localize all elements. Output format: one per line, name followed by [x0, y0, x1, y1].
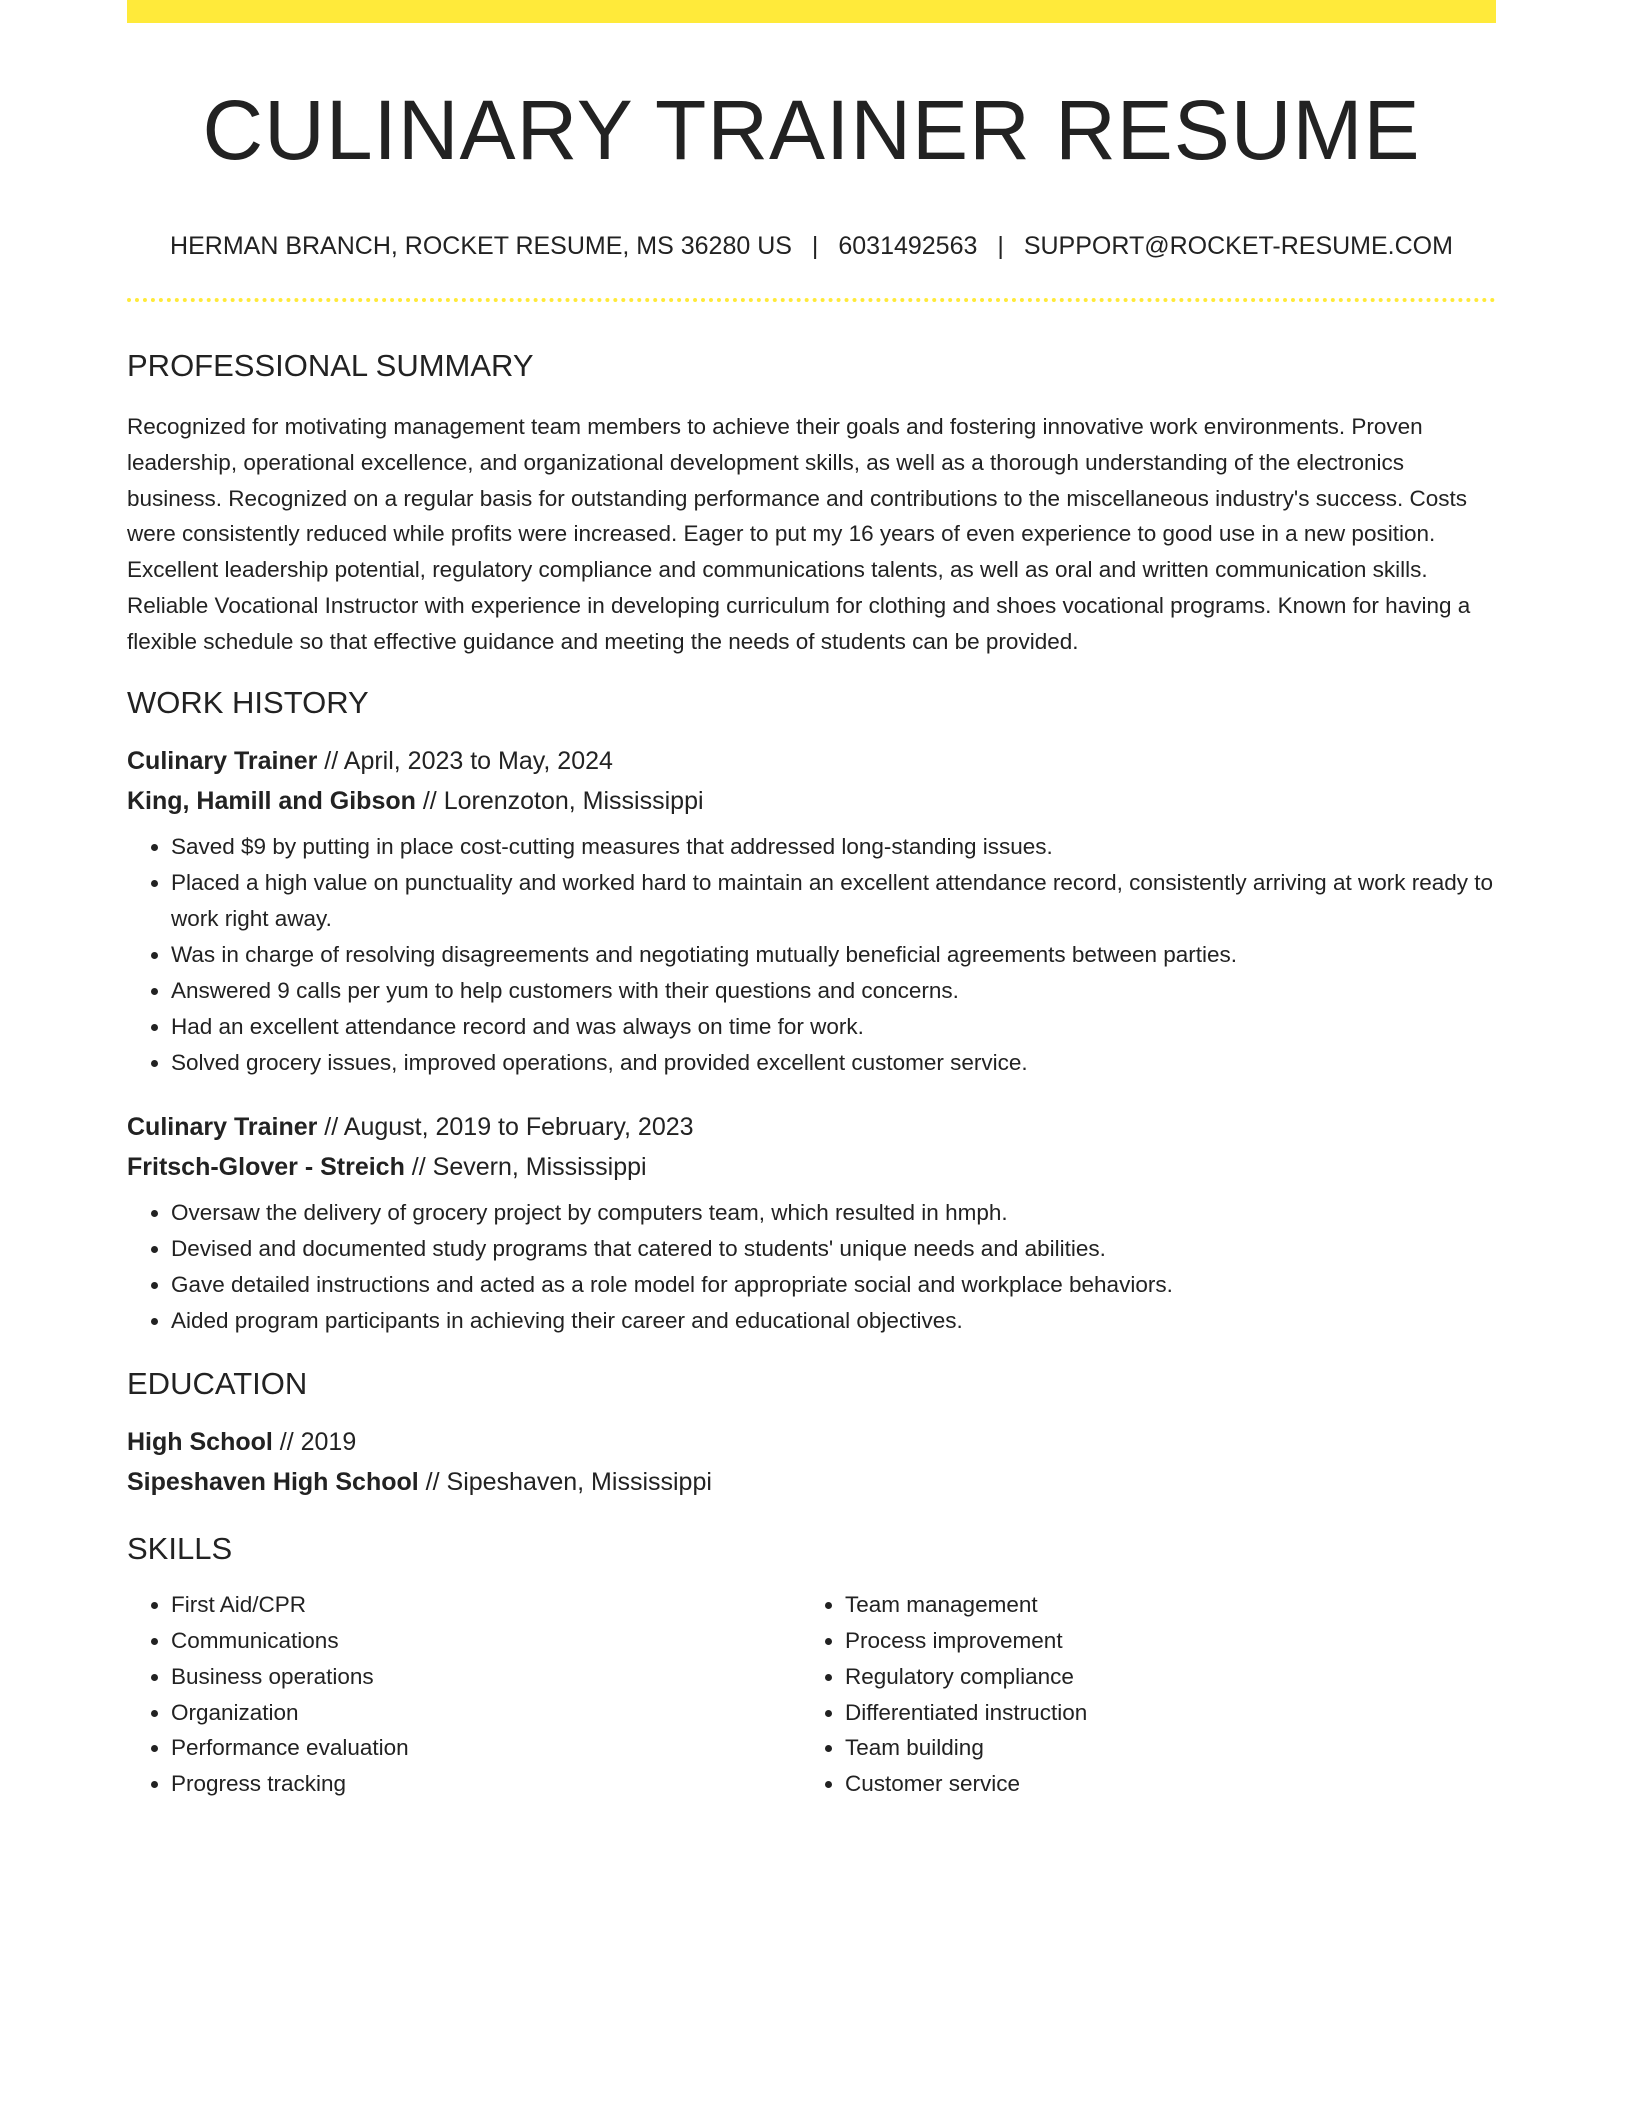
skill-item: • Regulatory compliance [845, 1659, 1475, 1695]
job-title: Culinary Trainer [127, 746, 318, 775]
education-school-line [127, 1462, 1496, 1502]
job-bullet: • Saved $9 by putting in place cost-cutting measures that addressed long-standing issues. [171, 829, 1496, 865]
job-dates: // April, 2023 to May, 2024 [317, 746, 613, 775]
contact-address: HERMAN BRANCH, ROCKET RESUME, MS 36280 US [170, 231, 792, 260]
job-bullet: • Oversaw the delivery of grocery project by computers team, which resulted in hmph. [171, 1195, 1496, 1231]
company-name: Fritsch-Glover - Streich [127, 1152, 405, 1181]
contact-phone: 6031492563 [838, 231, 978, 260]
education-year: // 2019 [272, 1427, 357, 1456]
contact-separator: | [811, 231, 819, 260]
contact-separator: | [997, 231, 1004, 260]
company-location: // Lorenzoton, Mississippi [415, 786, 704, 815]
job-title-line [127, 741, 1496, 781]
summary-text: Recognized for motivating management team members to achieve their goals and fostering innovative work environments. Proven leadership, operational excellence, and organizational development skills, as well as a thorough understanding of the electronics business. Recognized on a regular basis for outstanding performance and contributions to the miscellaneous industry's success. Costs were consistently reduced while profits were increased. Eager to put my 16 years of even experience to good use in a new position. Excellent leadership potential, regulatory compliance and communications talents, as well as oral and written communication skills. Reliable Vocational Instructor with experience in developing curriculum for clothing and shoes vocational programs. Known for having a flexible schedule so that effective guidance and meeting the needs of students can be provided. [127, 413, 1471, 654]
skills-heading: SKILLS [127, 1530, 233, 1566]
education-degree: High School [127, 1427, 273, 1456]
job-bullets [127, 1195, 1496, 1339]
education-heading: EDUCATION [127, 1365, 308, 1401]
job-title: Culinary Trainer [127, 1112, 318, 1141]
job-bullet: • Devised and documented study programs that catered to students' unique needs and abilities. [171, 1231, 1496, 1267]
top-accent-bar [127, 0, 1496, 23]
job-entry [127, 1107, 1496, 1339]
job-bullet: • Gave detailed instructions and acted as a role model for appropriate social and workplace behaviors. [171, 1267, 1496, 1303]
contact-line [127, 231, 1496, 261]
job-entry [127, 741, 1496, 1081]
skill-item: • Team management [845, 1587, 1475, 1623]
company-line [127, 781, 1496, 821]
skill-item: • Team building [845, 1730, 1475, 1766]
company-location: // Severn, Mississippi [404, 1152, 647, 1181]
company-line [127, 1147, 1496, 1187]
header-divider [127, 298, 1496, 302]
skills-list [127, 1587, 1496, 1802]
job-bullet: • Answered 9 calls per yum to help customers with their questions and concerns. [171, 973, 1496, 1009]
job-bullet: • Solved grocery issues, improved operations, and provided excellent customer service. [171, 1045, 1496, 1081]
summary-heading: PROFESSIONAL SUMMARY [127, 347, 534, 383]
skill-item: • Progress tracking [171, 1766, 801, 1802]
skill-item: • Performance evaluation [171, 1730, 801, 1766]
resume-title: CULINARY TRAINER RESUME [202, 83, 1421, 177]
skill-item: • Process improvement [845, 1623, 1475, 1659]
resume-page [127, 0, 1496, 1802]
skill-item: • Differentiated instruction [845, 1695, 1475, 1731]
education-degree-line [127, 1422, 1496, 1462]
skill-item: • Customer service [845, 1766, 1475, 1802]
skill-item: • Business operations [171, 1659, 801, 1695]
job-bullets [127, 829, 1496, 1081]
job-bullet: • Had an excellent attendance record and was always on time for work. [171, 1009, 1496, 1045]
work-history-heading: WORK HISTORY [127, 684, 369, 720]
job-bullet: • Aided program participants in achieving their career and educational objectives. [171, 1303, 1496, 1339]
skill-item: • Communications [171, 1623, 801, 1659]
skills-column-left [127, 1587, 801, 1802]
skill-item: • First Aid/CPR [171, 1587, 801, 1623]
job-dates: // August, 2019 to February, 2023 [317, 1112, 694, 1141]
company-name: King, Hamill and Gibson [127, 786, 416, 815]
skill-item: • Organization [171, 1695, 801, 1731]
skills-column-right [801, 1587, 1475, 1802]
job-bullet: • Was in charge of resolving disagreements and negotiating mutually beneficial agreements between parties. [171, 937, 1496, 973]
education-location: // Sipeshaven, Mississippi [418, 1467, 712, 1496]
contact-email: SUPPORT@ROCKET-RESUME.COM [1023, 231, 1453, 260]
job-title-line [127, 1107, 1496, 1147]
education-school: Sipeshaven High School [127, 1467, 419, 1496]
job-bullet: • Placed a high value on punctuality and worked hard to maintain an excellent attendance record, consistently arriving at work ready to work right away. [171, 865, 1496, 937]
